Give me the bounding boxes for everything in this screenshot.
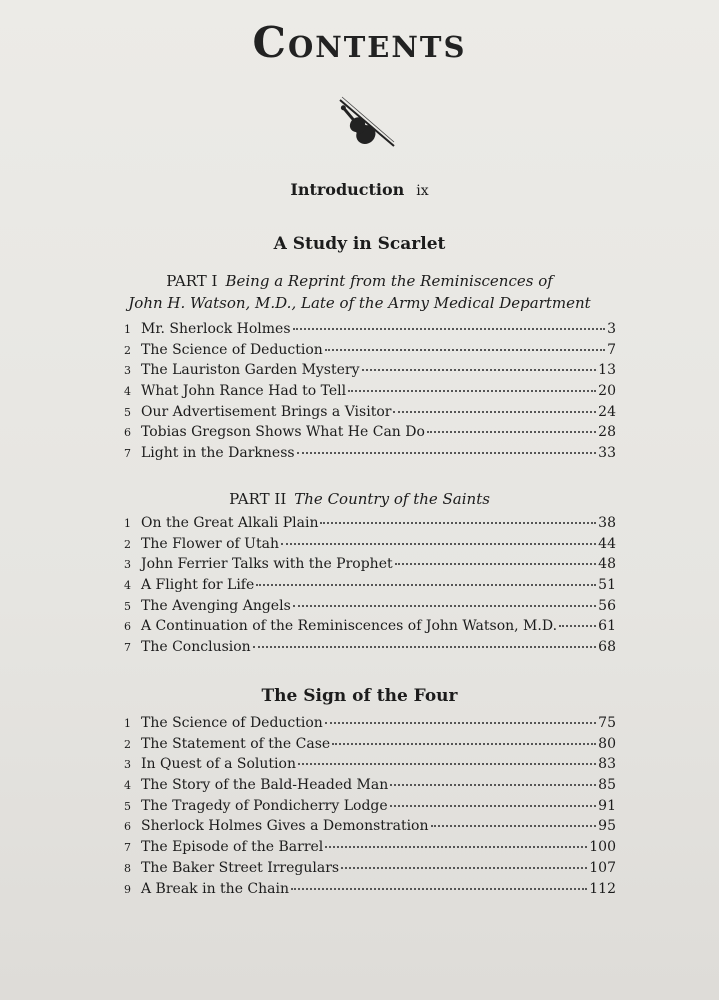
chapter-entry: [124, 777, 616, 798]
chapter-number: 2: [124, 737, 131, 751]
dot-leader: [393, 411, 596, 413]
chapter-page-number: 44: [598, 535, 616, 552]
chapter-entry: [124, 618, 616, 639]
chapter-entry: [124, 342, 616, 363]
chapter-page-number: 28: [598, 424, 616, 441]
dot-leader: [293, 605, 596, 607]
part-one-label: PART I: [166, 272, 218, 290]
chapter-entry: [124, 321, 616, 342]
chapter-entry: [124, 639, 616, 660]
chapter-page-number: 95: [598, 818, 616, 835]
chapter-entry: [124, 383, 616, 404]
chapter-entry: [124, 577, 616, 598]
chapter-title: The Tragedy of Pondicherry Lodge: [141, 797, 388, 814]
chapter-number: 2: [124, 537, 131, 551]
chapter-entry: [124, 715, 616, 736]
chapter-entry: [124, 536, 616, 557]
chapter-title: The Science of Deduction: [141, 715, 323, 731]
chapter-title: The Story of the Bald-Headed Man: [141, 777, 389, 794]
section-title-study-in-scarlet: A Study in Scarlet: [273, 234, 446, 254]
part-one-subtitle-line2: John H. Watson, M.D., Late of the Army Medical Department: [128, 294, 591, 312]
dot-leader: [390, 784, 596, 786]
chapter-title: The Flower of Utah: [141, 535, 279, 552]
chapter-entry: [124, 598, 616, 619]
chapter-entry: [124, 556, 616, 577]
chapter-title: In Quest of a Solution: [141, 756, 296, 773]
part-one-subtitle-line1: Being a Reprint from the Reminiscences of: [225, 272, 553, 290]
chapter-page-number: 56: [598, 597, 616, 614]
chapter-title: The Lauriston Garden Mystery: [141, 362, 360, 379]
dot-leader: [559, 625, 596, 627]
chapter-page-number: 13: [598, 362, 616, 379]
chapter-page-number: 83: [598, 756, 616, 773]
dot-leader: [253, 646, 596, 648]
dot-leader: [341, 867, 587, 869]
chapter-page-number: 112: [589, 880, 616, 897]
chapter-entry: [124, 798, 616, 819]
violin-and-bow-icon: [336, 92, 398, 154]
chapter-number: 3: [124, 364, 131, 378]
chapter-title: The Statement of the Case: [141, 735, 331, 752]
chapter-entry: [124, 881, 616, 902]
chapter-entry: [124, 362, 616, 383]
chapter-entry: [124, 839, 616, 860]
chapter-title: John Ferrier Talks with the Prophet: [141, 556, 393, 573]
chapter-entry: [124, 818, 616, 839]
chapter-page-number: 33: [598, 445, 616, 462]
chapter-page-number: 85: [598, 777, 616, 794]
part-two-heading: [0, 488, 719, 510]
chapter-title: The Avenging Angels: [141, 597, 291, 614]
part-one-chapter-list: [124, 321, 616, 466]
introduction-label: Introduction: [290, 180, 405, 199]
dot-leader: [362, 369, 597, 371]
introduction-page: ix: [416, 183, 429, 199]
chapter-page-number: 51: [598, 577, 616, 594]
chapter-entry: [124, 756, 616, 777]
chapter-title: A Continuation of the Reminiscences of John Watson, M.D.: [141, 618, 558, 635]
chapter-number: 3: [124, 758, 131, 772]
sign-of-four-chapter-list: [124, 715, 616, 901]
part-two-subtitle: The Country of the Saints: [294, 490, 490, 508]
section-title-sign-of-the-four: The Sign of the Four: [261, 686, 458, 706]
chapter-title: Mr. Sherlock Holmes: [141, 321, 291, 337]
page-title: Contents: [252, 18, 467, 67]
chapter-number: 3: [124, 558, 131, 572]
chapter-title: On the Great Alkali Plain: [141, 515, 319, 531]
chapter-number: 7: [124, 841, 131, 855]
chapter-number: 9: [124, 882, 131, 896]
chapter-number: 6: [124, 426, 131, 440]
chapter-number: 2: [124, 343, 131, 357]
chapter-page-number: 24: [598, 403, 616, 420]
dot-leader: [281, 543, 596, 545]
chapter-title: A Break in the Chain: [141, 880, 289, 897]
chapter-title: Light in the Darkness: [141, 445, 295, 462]
chapter-number: 4: [124, 579, 131, 593]
chapter-entry: [124, 736, 616, 757]
chapter-number: 6: [124, 620, 131, 634]
chapter-entry: [124, 860, 616, 881]
chapter-number: 5: [124, 599, 131, 613]
dot-leader: [320, 522, 596, 524]
chapter-entry: [124, 445, 616, 466]
dot-leader: [325, 349, 605, 351]
dot-leader: [325, 722, 596, 724]
chapter-page-number: 100: [589, 839, 616, 856]
chapter-page-number: 20: [598, 383, 616, 400]
dot-leader: [427, 431, 596, 433]
dot-leader: [325, 846, 587, 848]
dot-leader: [293, 328, 606, 330]
dot-leader: [332, 743, 596, 745]
chapter-page-number: 7: [607, 341, 616, 358]
chapter-title: The Conclusion: [141, 639, 251, 656]
chapter-number: 8: [124, 861, 131, 875]
chapter-title: Sherlock Holmes Gives a Demonstration: [141, 818, 429, 835]
chapter-number: 7: [124, 641, 131, 655]
dot-leader: [298, 763, 596, 765]
chapter-page-number: 68: [598, 639, 616, 656]
chapter-page-number: 48: [598, 556, 616, 573]
chapter-number: 6: [124, 820, 131, 834]
part-two-label: PART II: [229, 490, 287, 508]
chapter-title: The Episode of the Barrel: [141, 839, 324, 856]
dot-leader: [256, 584, 596, 586]
chapter-page-number: 61: [598, 618, 616, 635]
chapter-number: 1: [124, 717, 131, 730]
chapter-page-number: 75: [598, 715, 616, 731]
chapter-number: 1: [124, 517, 131, 530]
dot-leader: [390, 805, 597, 807]
part-one-heading: [0, 270, 719, 314]
chapter-title: Tobias Gregson Shows What He Can Do: [141, 424, 425, 441]
chapter-entry: [124, 424, 616, 445]
chapter-page-number: 80: [598, 735, 616, 752]
chapter-number: 5: [124, 405, 131, 419]
chapter-page-number: 38: [598, 515, 616, 531]
chapter-number: 4: [124, 779, 131, 793]
chapter-page-number: 91: [598, 797, 616, 814]
dot-leader: [431, 825, 597, 827]
chapter-number: 7: [124, 447, 131, 461]
dot-leader: [395, 563, 597, 565]
chapter-title: A Flight for Life: [141, 577, 255, 594]
chapter-entry: [124, 404, 616, 425]
chapter-number: 4: [124, 385, 131, 399]
part-two-chapter-list: [124, 515, 616, 660]
chapter-page-number: 3: [607, 321, 616, 337]
chapter-title: What John Rance Had to Tell: [141, 383, 347, 400]
chapter-number: 5: [124, 799, 131, 813]
chapter-title: The Baker Street Irregulars: [141, 859, 340, 876]
introduction-entry: [0, 180, 719, 199]
chapter-number: 1: [124, 323, 131, 336]
dot-leader: [348, 390, 596, 392]
dot-leader: [291, 888, 587, 890]
chapter-entry: [124, 515, 616, 536]
dot-leader: [297, 452, 597, 454]
chapter-title: Our Advertisement Brings a Visitor: [141, 403, 392, 420]
chapter-page-number: 107: [589, 859, 616, 876]
chapter-title: The Science of Deduction: [141, 341, 323, 358]
